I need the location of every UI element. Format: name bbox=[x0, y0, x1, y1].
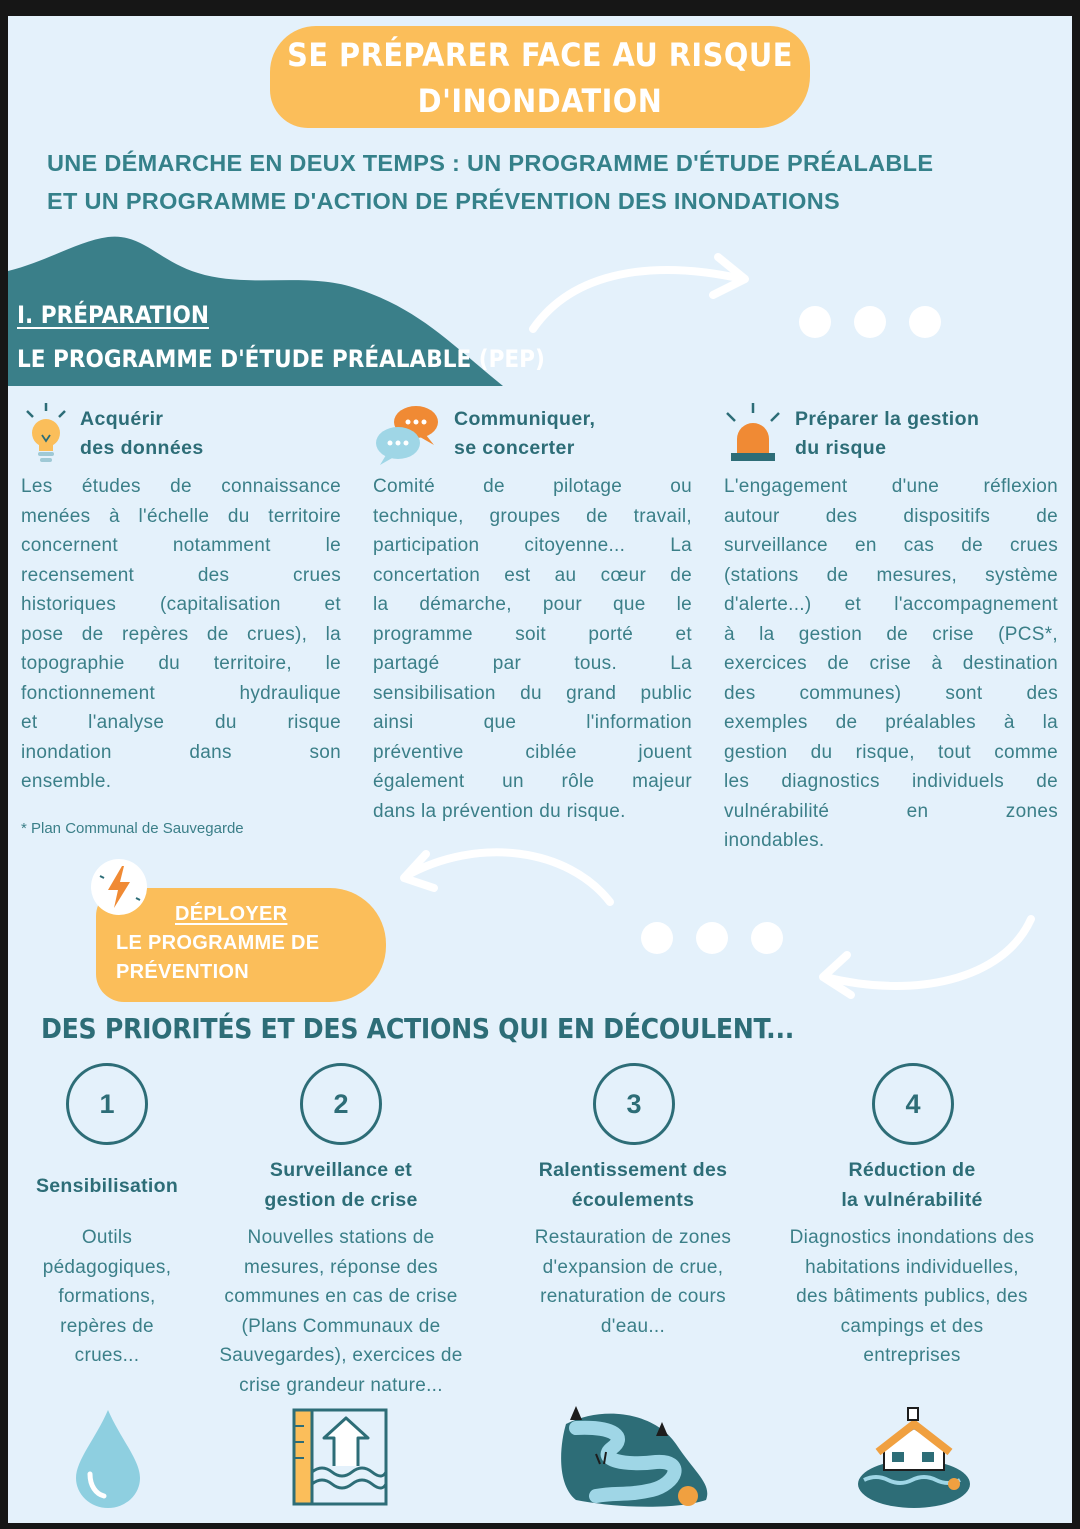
priority-4-body-line: habitations individuelles, bbox=[805, 1256, 1019, 1278]
arrow-right-icon bbox=[513, 241, 763, 341]
column-3-body-line: autour des dispositifs de bbox=[724, 505, 1058, 527]
priority-2-title bbox=[191, 1156, 491, 1215]
priority-2-body-line: Nouvelles stations de bbox=[247, 1227, 435, 1248]
column-1-body-line: pose de repères de crues), la bbox=[21, 623, 341, 645]
column-3-body-line: à la gestion de crise (PCS*, bbox=[724, 623, 1058, 645]
priority-1-body bbox=[12, 1223, 202, 1371]
column-1-body-line: fonctionnement hydraulique bbox=[21, 682, 341, 704]
column-3-body bbox=[724, 472, 1058, 856]
column-3-body-line: les diagnostics individuels de bbox=[724, 771, 1058, 792]
priority-2-number: 2 bbox=[300, 1063, 382, 1145]
column-1-title: Acquérir des données bbox=[80, 408, 204, 459]
priority-4-body-line: entreprises bbox=[863, 1345, 961, 1366]
column-2-body-line: concertation est au cœur de bbox=[373, 564, 692, 586]
column-2-body bbox=[373, 472, 692, 826]
column-2-body-line: sensibilisation du grand public bbox=[373, 682, 692, 704]
column-2-body-line: partagé par tous. La bbox=[373, 653, 692, 674]
column-3-body-line: exercices de crise à destination bbox=[724, 653, 1058, 674]
ellipsis-dots-icon bbox=[633, 918, 788, 958]
column-1-body-line: menées à l'échelle du territoire bbox=[21, 505, 341, 527]
column-2-body-line: également un rôle majeur bbox=[373, 771, 692, 792]
footnote: * Plan Communal de Sauvegarde bbox=[21, 820, 244, 837]
priority-1-body-line: crues... bbox=[74, 1345, 140, 1366]
priority-4-body-line: des bâtiments publics, des bbox=[796, 1286, 1028, 1307]
priority-1-body-line: repères de bbox=[60, 1315, 154, 1337]
column-3-body-line: exemples de préalables à la bbox=[724, 712, 1058, 733]
lightbulb-icon bbox=[21, 403, 71, 465]
priority-3-body-line: renaturation de cours bbox=[540, 1286, 726, 1307]
column-3-body-line: vulnérabilité en zones bbox=[724, 800, 1058, 822]
priority-2-body bbox=[191, 1223, 491, 1400]
priority-4-body bbox=[766, 1223, 1058, 1371]
priority-2-body-line: Sauvegardes), exercices de bbox=[219, 1345, 463, 1366]
priority-2-body-line: communes en cas de crise bbox=[224, 1286, 458, 1307]
priority-1-body-line: formations, bbox=[58, 1286, 156, 1307]
priority-2-body-line: mesures, réponse des bbox=[244, 1256, 438, 1278]
column-2-body-line: la démarche, pour que le bbox=[373, 594, 692, 615]
column-1-body-line: inondation dans son bbox=[21, 741, 341, 763]
priority-4-title-line: Réduction de bbox=[848, 1159, 976, 1181]
column-3-title: Préparer la gestion du risque bbox=[795, 408, 980, 459]
title-line-1: SE PRÉPARER FACE AU RISQUE bbox=[287, 36, 793, 74]
deploy-line-2: LE PROGRAMME DE bbox=[116, 932, 320, 954]
priority-3-body bbox=[511, 1223, 755, 1341]
flooded-house-icon bbox=[856, 1404, 974, 1512]
priority-3-body-line: Restauration de zones bbox=[534, 1227, 732, 1248]
column-3-body-line: L'engagement d'une réflexion bbox=[724, 476, 1058, 497]
deploy-line-3: PRÉVENTION bbox=[116, 961, 250, 983]
column-3-body-line: (stations de mesures, système bbox=[724, 564, 1058, 586]
column-2-body-line: technique, groupes de travail, bbox=[373, 505, 692, 527]
priority-2-title-line: Surveillance et bbox=[269, 1159, 413, 1181]
column-3-body-line: des communes) sont des bbox=[724, 682, 1058, 704]
lightning-bolt-icon bbox=[88, 856, 150, 918]
priority-2-title-line: gestion de crise bbox=[264, 1188, 418, 1211]
column-2-body-line: programme soit porté et bbox=[373, 623, 692, 645]
priority-4-body-line: Diagnostics inondations des bbox=[789, 1227, 1035, 1248]
column-1-body-line: topographie du territoire, le bbox=[21, 653, 341, 674]
column-1-body-line: recensement des crues bbox=[21, 564, 341, 586]
column-2-body-line: participation citoyenne... La bbox=[373, 535, 692, 556]
column-2-body-line: ainsi que l'information bbox=[373, 712, 692, 733]
water-level-gauge-icon bbox=[290, 1406, 390, 1508]
column-1-body-line: Les études de connaissance bbox=[21, 476, 341, 497]
priority-3-title-line: Ralentissement des bbox=[538, 1159, 728, 1181]
section-heading: I. PRÉPARATION bbox=[17, 301, 209, 329]
priority-3-title-line: écoulements bbox=[571, 1188, 695, 1211]
arrow-left-icon bbox=[388, 836, 628, 916]
section-subheading: LE PROGRAMME D'ÉTUDE PRÉALABLE (PEP) bbox=[17, 345, 545, 373]
page-subtitle bbox=[47, 144, 1047, 220]
column-1-body bbox=[21, 472, 341, 797]
priority-1-title-line: Sensibilisation bbox=[35, 1175, 179, 1197]
priority-4-body-line: campings et des bbox=[840, 1315, 984, 1337]
column-2-body-line: dans la prévention du risque. bbox=[373, 800, 626, 822]
river-landscape-icon bbox=[556, 1404, 712, 1510]
title-banner bbox=[270, 26, 810, 128]
column-1-body-line: historiques (capitalisation et bbox=[21, 594, 341, 615]
priority-4-title-line: la vulnérabilité bbox=[841, 1188, 983, 1211]
subtitle-line-1: UNE DÉMARCHE EN DEUX TEMPS : UN PROGRAMME D'ÉTUDE PRÉALABLE bbox=[47, 150, 934, 176]
column-3-body-line: d'alerte...) et l'accompagnement bbox=[724, 594, 1058, 615]
infographic-page bbox=[8, 16, 1072, 1523]
priorities-title: DES PRIORITÉS ET DES ACTIONS QUI EN DÉCOULENT... bbox=[41, 1012, 794, 1045]
priority-2-body-line: (Plans Communaux de bbox=[241, 1315, 441, 1337]
priority-1-number: 1 bbox=[66, 1063, 148, 1145]
priority-1-body-line: pédagogiques, bbox=[42, 1256, 172, 1278]
column-2-body-line: préventive ciblée jouent bbox=[373, 741, 692, 763]
priority-4-number: 4 bbox=[872, 1063, 954, 1145]
column-3-body-line: inondables. bbox=[724, 830, 825, 851]
arrow-left-icon bbox=[803, 911, 1043, 1011]
column-2-title: Communiquer, se concerter bbox=[454, 408, 596, 459]
priority-3-title bbox=[511, 1156, 755, 1215]
column-3-body-line: surveillance en cas de crues bbox=[724, 535, 1058, 556]
column-2-body-line: Comité de pilotage ou bbox=[373, 476, 692, 497]
column-1-body-line: et l'analyse du risque bbox=[21, 712, 341, 733]
priority-4-title bbox=[766, 1156, 1058, 1215]
column-1-body-line: ensemble. bbox=[21, 771, 112, 792]
priority-2-body-line: crise grandeur nature... bbox=[239, 1374, 443, 1396]
subtitle-line-2: ET UN PROGRAMME D'ACTION DE PRÉVENTION DES INONDATIONS bbox=[47, 188, 840, 214]
alarm-siren-icon bbox=[723, 401, 783, 467]
column-1-body-line: concernent notamment le bbox=[21, 535, 341, 556]
priority-3-number: 3 bbox=[593, 1063, 675, 1145]
deploy-line-1: DÉPLOYER bbox=[175, 903, 288, 925]
priority-3-body-line: d'expansion de crue, bbox=[542, 1256, 724, 1278]
speech-bubbles-icon bbox=[374, 405, 444, 467]
ellipsis-dots-icon bbox=[793, 303, 943, 343]
title-line-2: D'INONDATION bbox=[417, 82, 663, 120]
priority-3-body-line: d'eau... bbox=[600, 1315, 666, 1337]
priority-1-title bbox=[12, 1172, 202, 1202]
column-3-body-line: gestion du risque, tout comme bbox=[724, 741, 1058, 763]
priority-1-body-line: Outils bbox=[81, 1227, 133, 1248]
water-drop-icon bbox=[72, 1408, 144, 1508]
